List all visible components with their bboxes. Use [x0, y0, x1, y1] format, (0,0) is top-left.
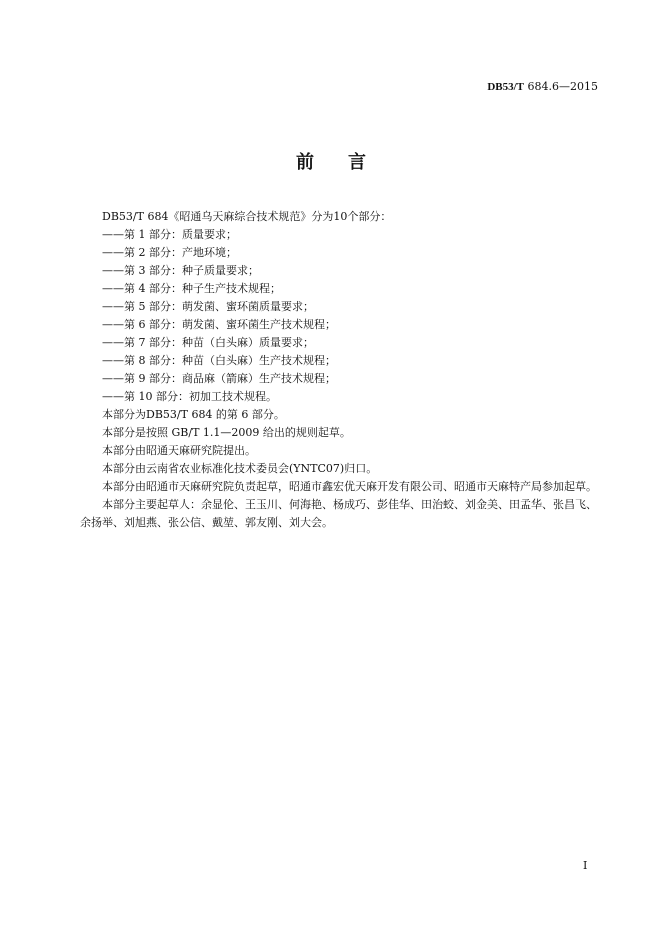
- part-item: ——第 10 部分：初加工技术规程。: [102, 390, 277, 403]
- part-item: ——第 9 部分：商品麻（箭麻）生产技术规程；: [102, 372, 336, 385]
- standard-code-prefix: DB53/T: [487, 81, 524, 93]
- statement: 本部分由昭通天麻研究院提出。: [102, 444, 256, 457]
- part-item: ——第 4 部分：种子生产技术规程；: [102, 282, 281, 295]
- part-item: ——第 8 部分：种苗（白头麻）生产技术规程；: [102, 354, 336, 367]
- part-item: ——第 6 部分：萌发菌、蜜环菌生产技术规程；: [102, 318, 336, 331]
- standard-code-number: 684.6—2015: [527, 80, 598, 93]
- page-title: 前言: [296, 152, 400, 173]
- intro-line: DB53/T 684《昭通乌天麻综合技术规范》分为10个部分：: [102, 210, 392, 223]
- statement: 本部分由云南省农业标准化技术委员会(YNTC07)归口。: [102, 462, 378, 475]
- foreword-body: [80, 208, 600, 532]
- part-item: ——第 5 部分：萌发菌、蜜环菌质量要求；: [102, 300, 314, 313]
- standard-code: [487, 80, 598, 93]
- statement: 本部分为DB53/T 684 的第 6 部分。: [102, 408, 285, 421]
- statement: 本部分由昭通市天麻研究院负责起草，昭通市鑫宏优天麻开发有限公司、昭通市天麻特产局参加起草。: [102, 480, 597, 493]
- part-item: ——第 7 部分：种苗（白头麻）质量要求；: [102, 336, 314, 349]
- statement: 本部分是按照 GB/T 1.1—2009 给出的规则起草。: [102, 426, 351, 439]
- page-number: I: [583, 859, 588, 872]
- part-item: ——第 1 部分：质量要求；: [102, 228, 237, 241]
- part-item: ——第 3 部分：种子质量要求；: [102, 264, 259, 277]
- statement: 本部分主要起草人：余显伦、王玉川、何海艳、杨成巧、彭佳华、田治蛟、刘金美、田孟华、张昌飞、余扬举、刘旭燕、张公信、戴堃、郭友刚、刘大会。: [80, 498, 597, 529]
- part-item: ——第 2 部分：产地环境；: [102, 246, 237, 259]
